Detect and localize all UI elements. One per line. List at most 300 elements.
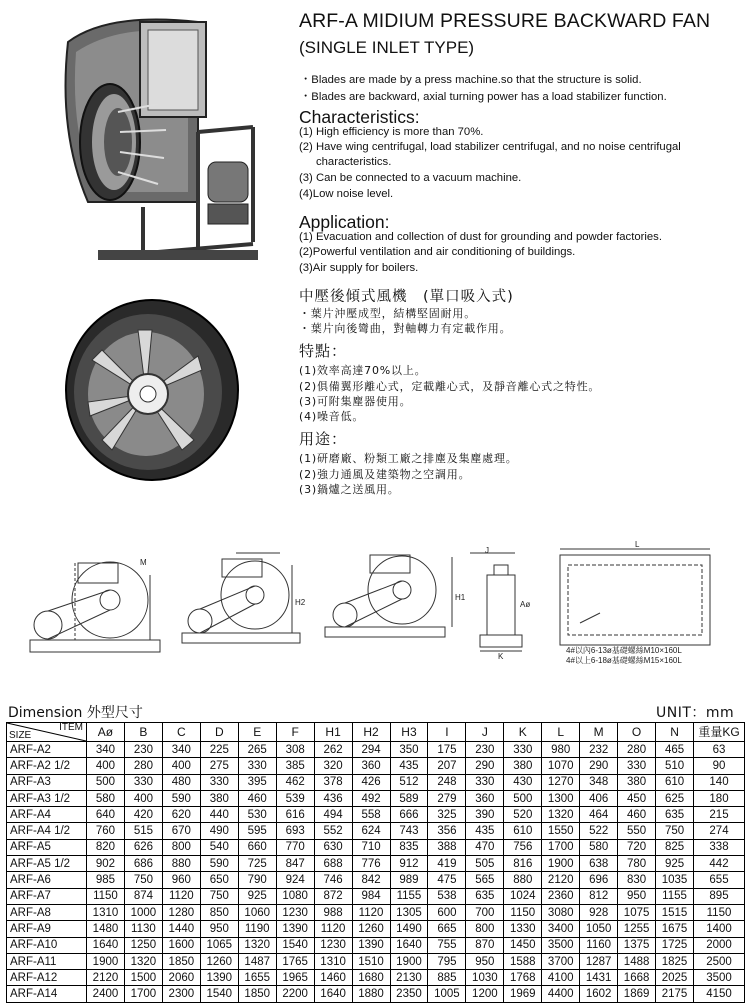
value-cell: 1080: [276, 888, 314, 904]
value-cell: 400: [162, 758, 200, 774]
value-cell: 290: [580, 758, 618, 774]
value-cell: 610: [656, 774, 694, 790]
value-cell: 470: [466, 839, 504, 855]
value-cell: 512: [390, 774, 428, 790]
value-cell: 600: [428, 904, 466, 920]
table-row: [7, 921, 745, 937]
value-cell: 1869: [618, 986, 656, 1002]
column-header: I: [428, 723, 466, 742]
value-cell: 426: [352, 774, 390, 790]
value-cell: 348: [580, 774, 618, 790]
size-cell: ARF-A12: [7, 970, 87, 986]
table-row: [7, 774, 745, 790]
chinese-use: (3)鍋爐之送風用。: [299, 483, 400, 496]
value-cell: 880: [504, 872, 542, 888]
value-cell: 847: [276, 856, 314, 872]
value-cell: 380: [200, 790, 238, 806]
value-cell: 558: [352, 807, 390, 823]
value-cell: 1825: [656, 953, 694, 969]
value-cell: 2300: [162, 986, 200, 1002]
value-cell: 230: [466, 742, 504, 758]
value-cell: 1200: [466, 986, 504, 1002]
value-cell: 650: [200, 872, 238, 888]
value-cell: 1640: [314, 986, 352, 1002]
value-cell: 1588: [504, 953, 542, 969]
value-cell: 480: [162, 774, 200, 790]
table-row: [7, 937, 745, 953]
value-cell: 522: [580, 823, 618, 839]
chinese-use: (1)研磨廠、粉類工廠之排塵及集塵處理。: [299, 452, 518, 465]
value-cell: 2120: [87, 970, 125, 986]
value-cell: 515: [124, 823, 162, 839]
value-cell: 2025: [656, 970, 694, 986]
value-cell: 580: [87, 790, 125, 806]
dimension-heading: Dimension 外型尺寸: [8, 705, 143, 721]
value-cell: 2000: [694, 937, 745, 953]
value-cell: 1280: [162, 904, 200, 920]
label-l: L: [635, 540, 640, 549]
intro-bullet: ・Blades are made by a press machine.so that the structure is solid.: [300, 74, 642, 86]
chinese-uses-heading: 用途：: [299, 430, 348, 448]
value-cell: 842: [352, 872, 390, 888]
value-cell: 274: [694, 823, 745, 839]
value-cell: 1005: [428, 986, 466, 1002]
value-cell: 688: [314, 856, 352, 872]
value-cell: 746: [314, 872, 352, 888]
value-cell: 1320: [542, 807, 580, 823]
label-m: M: [140, 558, 147, 567]
value-cell: 625: [656, 790, 694, 806]
page-title: ARF-A MIDIUM PRESSURE BACKWARD FAN: [299, 10, 711, 32]
value-cell: 1700: [124, 986, 162, 1002]
value-cell: 330: [504, 742, 542, 758]
value-cell: 380: [618, 774, 656, 790]
label-h1: H1: [455, 593, 466, 602]
value-cell: 710: [352, 839, 390, 855]
value-cell: 280: [618, 742, 656, 758]
value-cell: 460: [238, 790, 276, 806]
drawing-side-view-2: [182, 553, 300, 643]
label-k: K: [498, 652, 504, 661]
value-cell: 262: [314, 742, 352, 758]
value-cell: 340: [162, 742, 200, 758]
value-cell: 1460: [314, 970, 352, 986]
value-cell: 1480: [87, 921, 125, 937]
value-cell: 950: [200, 921, 238, 937]
value-cell: 670: [162, 823, 200, 839]
base-note-2: 4#以上6-18ø基礎螺絲M15×160L: [566, 656, 682, 665]
value-cell: 635: [466, 888, 504, 904]
value-cell: 280: [124, 758, 162, 774]
value-cell: 540: [200, 839, 238, 855]
label-a: Aø: [520, 600, 531, 609]
value-cell: 1000: [124, 904, 162, 920]
value-cell: 63: [694, 742, 745, 758]
value-cell: 743: [390, 823, 428, 839]
value-cell: 290: [466, 758, 504, 774]
value-cell: 230: [124, 742, 162, 758]
value-cell: 589: [390, 790, 428, 806]
value-cell: 1120: [314, 921, 352, 937]
column-header: O: [618, 723, 656, 742]
value-cell: 1450: [504, 937, 542, 953]
size-cell: ARF-A9: [7, 921, 87, 937]
value-cell: 435: [390, 758, 428, 774]
value-cell: 550: [618, 823, 656, 839]
value-cell: 475: [428, 872, 466, 888]
value-cell: 1668: [618, 970, 656, 986]
value-cell: 1260: [200, 953, 238, 969]
value-cell: 989: [390, 872, 428, 888]
value-cell: 215: [694, 807, 745, 823]
size-cell: ARF-A5 1/2: [7, 856, 87, 872]
value-cell: 1320: [238, 937, 276, 953]
value-cell: 180: [694, 790, 745, 806]
size-cell: ARF-A6: [7, 872, 87, 888]
value-cell: 175: [428, 742, 466, 758]
size-cell: ARF-A2 1/2: [7, 758, 87, 774]
unit-label: UNIT：mm: [656, 705, 735, 721]
drawing-side-view-1: [30, 562, 160, 652]
value-cell: 590: [162, 790, 200, 806]
value-cell: 1155: [656, 888, 694, 904]
value-cell: 4400: [542, 986, 580, 1002]
table-row: [7, 970, 745, 986]
value-cell: 3700: [542, 953, 580, 969]
value-cell: 430: [504, 774, 542, 790]
value-cell: 1024: [504, 888, 542, 904]
value-cell: 1050: [580, 921, 618, 937]
value-cell: 390: [466, 807, 504, 823]
characteristics-line: (2) Have wing centrifugal, load stabilizer centrifugal, and no noise centrifugal: [299, 141, 681, 153]
value-cell: 395: [238, 774, 276, 790]
size-cell: ARF-A14: [7, 986, 87, 1002]
chinese-features-heading: 特點：: [299, 342, 348, 360]
column-header: E: [238, 723, 276, 742]
value-cell: 1310: [87, 904, 125, 920]
column-header: K: [504, 723, 542, 742]
value-cell: 1700: [542, 839, 580, 855]
value-cell: 795: [428, 953, 466, 969]
value-cell: 770: [276, 839, 314, 855]
value-cell: 988: [314, 904, 352, 920]
value-cell: 1500: [124, 970, 162, 986]
label-j: J: [485, 546, 489, 555]
table-row: [7, 888, 745, 904]
value-cell: 750: [200, 888, 238, 904]
value-cell: 460: [618, 807, 656, 823]
value-cell: 755: [428, 937, 466, 953]
value-cell: 812: [580, 888, 618, 904]
value-cell: 590: [200, 856, 238, 872]
value-cell: 1130: [124, 921, 162, 937]
column-header: H1: [314, 723, 352, 742]
value-cell: 494: [314, 807, 352, 823]
value-cell: 279: [428, 790, 466, 806]
value-cell: 790: [238, 872, 276, 888]
value-cell: 388: [428, 839, 466, 855]
table-row: [7, 904, 745, 920]
value-cell: 330: [200, 774, 238, 790]
value-cell: 830: [618, 872, 656, 888]
value-cell: 620: [162, 807, 200, 823]
value-cell: 1287: [580, 953, 618, 969]
value-cell: 2350: [390, 986, 428, 1002]
value-cell: 895: [694, 888, 745, 904]
size-cell: ARF-A7: [7, 888, 87, 904]
value-cell: 420: [124, 807, 162, 823]
page-subtitle: (SINGLE INLET TYPE): [299, 38, 475, 57]
value-cell: 626: [124, 839, 162, 855]
value-cell: 880: [162, 856, 200, 872]
chinese-feature: (3)可附集塵器使用。: [299, 395, 412, 408]
value-cell: 1880: [352, 986, 390, 1002]
characteristics-line: characteristics.: [316, 156, 392, 168]
value-cell: 565: [466, 872, 504, 888]
value-cell: 232: [580, 742, 618, 758]
value-cell: 436: [314, 790, 352, 806]
value-cell: 2360: [542, 888, 580, 904]
value-cell: 4100: [542, 970, 580, 986]
value-cell: 800: [162, 839, 200, 855]
value-cell: 720: [618, 839, 656, 855]
table-row: [7, 742, 745, 758]
value-cell: 1230: [276, 904, 314, 920]
value-cell: 1431: [580, 970, 618, 986]
size-cell: ARF-A4 1/2: [7, 823, 87, 839]
value-cell: 505: [466, 856, 504, 872]
value-cell: 1155: [390, 888, 428, 904]
value-cell: 2175: [656, 986, 694, 1002]
value-cell: 1260: [352, 921, 390, 937]
value-cell: 338: [694, 839, 745, 855]
value-cell: 140: [694, 774, 745, 790]
column-header: D: [200, 723, 238, 742]
table-header-row: [7, 723, 745, 742]
value-cell: 1900: [87, 953, 125, 969]
chinese-use: (2)強力通風及建築物之空調用。: [299, 468, 471, 481]
value-cell: 1602: [580, 986, 618, 1002]
value-cell: 635: [656, 807, 694, 823]
value-cell: 1488: [618, 953, 656, 969]
value-cell: 624: [352, 823, 390, 839]
value-cell: 1850: [162, 953, 200, 969]
value-cell: 1900: [390, 953, 428, 969]
base-note-1: 4#以內6-13ø基礎螺絲M10×160L: [566, 646, 682, 655]
value-cell: 330: [618, 758, 656, 774]
chinese-title: 中壓後傾式風機 (單口吸入式): [299, 289, 514, 305]
value-cell: 3400: [542, 921, 580, 937]
chinese-bullet: ・葉片沖壓成型，結構堅固耐用。: [299, 307, 476, 320]
size-cell: ARF-A8: [7, 904, 87, 920]
value-cell: 248: [428, 774, 466, 790]
value-cell: 275: [200, 758, 238, 774]
value-cell: 539: [276, 790, 314, 806]
value-cell: 1550: [542, 823, 580, 839]
value-cell: 385: [276, 758, 314, 774]
value-cell: 1035: [656, 872, 694, 888]
value-cell: 1120: [352, 904, 390, 920]
table-row: [7, 839, 745, 855]
table-row: [7, 807, 745, 823]
value-cell: 500: [504, 790, 542, 806]
characteristics-line: (3) Can be connected to a vacuum machine.: [299, 172, 522, 184]
value-cell: 985: [87, 872, 125, 888]
value-cell: 595: [238, 823, 276, 839]
value-cell: 520: [504, 807, 542, 823]
table-row: [7, 856, 745, 872]
value-cell: 325: [428, 807, 466, 823]
value-cell: 638: [580, 856, 618, 872]
value-cell: 1487: [238, 953, 276, 969]
value-cell: 1640: [390, 937, 428, 953]
value-cell: 1300: [542, 790, 580, 806]
chinese-feature: (2)俱備翼形離心式，定載離心式，及靜音離心式之特性。: [299, 380, 601, 393]
value-cell: 3500: [542, 937, 580, 953]
value-cell: 1390: [200, 970, 238, 986]
characteristics-line: (4)Low noise level.: [299, 188, 394, 200]
value-cell: 1900: [542, 856, 580, 872]
value-cell: 760: [87, 823, 125, 839]
value-cell: 850: [200, 904, 238, 920]
column-header: L: [542, 723, 580, 742]
value-cell: 630: [314, 839, 352, 855]
size-cell: ARF-A3 1/2: [7, 790, 87, 806]
value-cell: 912: [390, 856, 428, 872]
value-cell: 1070: [542, 758, 580, 774]
chinese-feature: (1)效率高達70%以上。: [299, 364, 427, 377]
table-row: [7, 953, 745, 969]
value-cell: 950: [618, 888, 656, 904]
value-cell: 984: [352, 888, 390, 904]
value-cell: 1655: [238, 970, 276, 986]
value-cell: 1310: [314, 953, 352, 969]
value-cell: 750: [656, 823, 694, 839]
value-cell: 330: [124, 774, 162, 790]
column-header: H2: [352, 723, 390, 742]
column-header: N: [656, 723, 694, 742]
value-cell: 320: [314, 758, 352, 774]
value-cell: 419: [428, 856, 466, 872]
chinese-bullet: ・葉片向後彎曲，對軸轉力有定載作用。: [299, 322, 512, 335]
table-row: [7, 823, 745, 839]
value-cell: 885: [428, 970, 466, 986]
value-cell: 492: [352, 790, 390, 806]
size-cell: ARF-A2: [7, 742, 87, 758]
value-cell: 800: [466, 921, 504, 937]
value-cell: 1600: [162, 937, 200, 953]
value-cell: 655: [694, 872, 745, 888]
value-cell: 700: [466, 904, 504, 920]
value-cell: 2060: [162, 970, 200, 986]
value-cell: 380: [504, 758, 542, 774]
value-cell: 356: [428, 823, 466, 839]
value-cell: 640: [87, 807, 125, 823]
value-cell: 610: [504, 823, 542, 839]
value-cell: 960: [162, 872, 200, 888]
value-cell: 462: [276, 774, 314, 790]
value-cell: 1540: [276, 937, 314, 953]
value-cell: 1490: [390, 921, 428, 937]
value-cell: 1150: [694, 904, 745, 920]
column-header: H3: [390, 723, 428, 742]
value-cell: 552: [314, 823, 352, 839]
value-cell: 1768: [504, 970, 542, 986]
value-cell: 400: [124, 790, 162, 806]
value-cell: 330: [238, 758, 276, 774]
value-cell: 1270: [542, 774, 580, 790]
value-cell: 360: [352, 758, 390, 774]
value-cell: 1060: [238, 904, 276, 920]
drawing-base-plan: [560, 549, 710, 645]
application-line: (1) Evacuation and collection of dust for grounding and powder factories.: [299, 231, 662, 243]
value-cell: 360: [466, 790, 504, 806]
value-cell: 820: [87, 839, 125, 855]
value-cell: 1330: [504, 921, 542, 937]
value-cell: 294: [352, 742, 390, 758]
value-cell: 2400: [87, 986, 125, 1002]
value-cell: 442: [694, 856, 745, 872]
characteristics-line: (1) High efficiency is more than 70%.: [299, 126, 484, 138]
value-cell: 4150: [694, 986, 745, 1002]
value-cell: 1250: [124, 937, 162, 953]
value-cell: 1515: [656, 904, 694, 920]
drawing-side-view-3: [325, 555, 452, 637]
value-cell: 925: [238, 888, 276, 904]
size-cell: ARF-A5: [7, 839, 87, 855]
value-cell: 870: [466, 937, 504, 953]
value-cell: 2200: [276, 986, 314, 1002]
table-row: [7, 986, 745, 1002]
fan-photo: [48, 12, 262, 264]
value-cell: 1850: [238, 986, 276, 1002]
value-cell: 2500: [694, 953, 745, 969]
value-cell: 1320: [124, 953, 162, 969]
column-header: B: [124, 723, 162, 742]
value-cell: 825: [656, 839, 694, 855]
column-header: F: [276, 723, 314, 742]
value-cell: 616: [276, 807, 314, 823]
dimension-table: [6, 722, 745, 1003]
impeller-photo: [62, 290, 242, 488]
value-cell: 538: [428, 888, 466, 904]
column-header: J: [466, 723, 504, 742]
table-row: [7, 758, 745, 774]
value-cell: 1075: [618, 904, 656, 920]
value-cell: 872: [314, 888, 352, 904]
value-cell: 665: [428, 921, 466, 937]
size-cell: ARF-A10: [7, 937, 87, 953]
value-cell: 1965: [276, 970, 314, 986]
value-cell: 500: [87, 774, 125, 790]
value-cell: 2120: [542, 872, 580, 888]
dimension-drawings: [0, 540, 750, 675]
value-cell: 464: [580, 807, 618, 823]
corner-size-label: SIZE: [9, 730, 32, 741]
value-cell: 725: [238, 856, 276, 872]
value-cell: 1030: [466, 970, 504, 986]
column-header: 重量KG: [694, 723, 745, 742]
chinese-feature: (4)噪音低。: [299, 410, 365, 423]
value-cell: 902: [87, 856, 125, 872]
value-cell: 660: [238, 839, 276, 855]
value-cell: 1400: [694, 921, 745, 937]
table-row: [7, 790, 745, 806]
value-cell: 580: [580, 839, 618, 855]
table-row: [7, 872, 745, 888]
size-cell: ARF-A3: [7, 774, 87, 790]
application-line: (3)Air supply for boilers.: [299, 262, 419, 274]
